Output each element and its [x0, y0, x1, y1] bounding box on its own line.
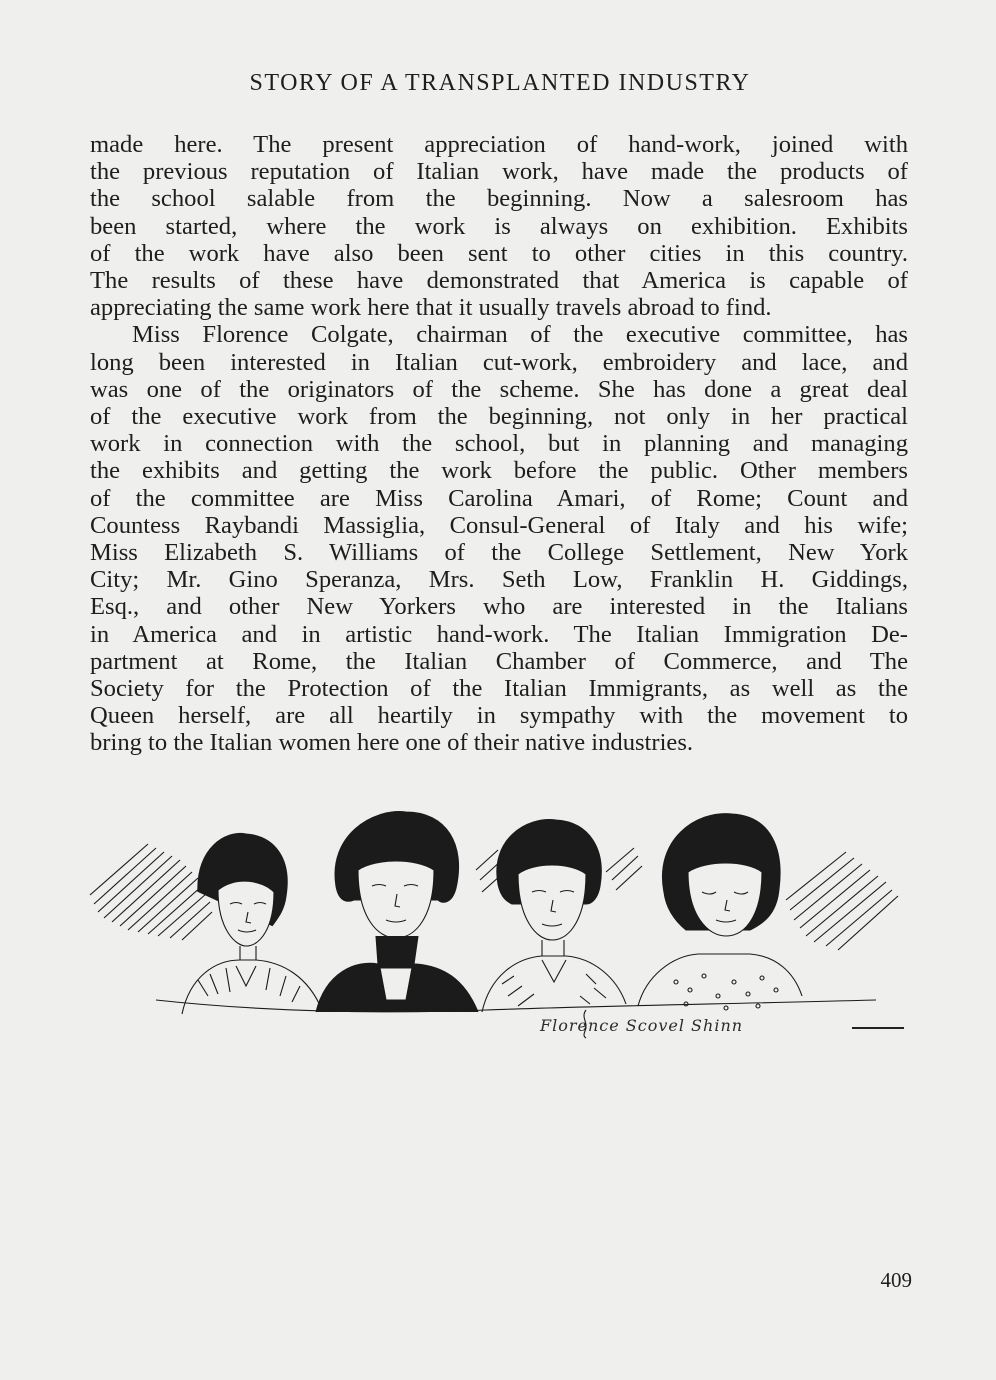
text-line: appreciating the same work here that it usually travels abroad to find. — [90, 294, 772, 322]
text-line: partment at Rome, the Italian Chamber of Commerce, and The — [90, 647, 908, 675]
hatching-right — [786, 852, 898, 950]
text-line: work in connection with the school, but in planning and managing — [90, 430, 908, 458]
text-line: in America and in artistic hand-work. The Italian Immigration De- — [90, 620, 908, 648]
paragraph-1 — [90, 131, 908, 321]
ground-line — [156, 1000, 876, 1012]
text-line: long been interested in Italian cut-work, embroidery and lace, and — [90, 348, 908, 376]
text-line: of the work have also been sent to other cities in this country. — [90, 239, 908, 267]
text-line: made here. The present appreciation of hand-work, joined with — [90, 131, 908, 158]
text-line: the previous reputation of Italian work, have made the products of — [90, 158, 908, 186]
text-line: the exhibits and getting the work before the public. Other members — [90, 457, 908, 485]
woman-2-figure — [316, 812, 478, 1012]
text-line: bring to the Italian women here one of their native industries. — [90, 729, 694, 757]
text-line: Countess Raybandi Massiglia, Consul-General of Italy and his wife; — [90, 511, 908, 539]
woman-3-figure — [482, 820, 626, 1038]
signature-rule — [852, 1027, 904, 1029]
text-line: the school salable from the beginning. Now a salesroom has — [90, 185, 908, 213]
text-line: of the committee are Miss Carolina Amari, of Rome; Count and — [90, 484, 908, 512]
text-line: The results of these have demonstrated that America is capable of — [90, 267, 908, 295]
text-line: City; Mr. Gino Speranza, Mrs. Seth Low, Franklin H. Giddings, — [90, 566, 908, 594]
text-line: been started, where the work is always on exhibition. Exhibits — [90, 212, 908, 240]
woman-1-figure — [182, 833, 322, 1014]
text-line: Queen herself, are all heartily in sympathy with the movement to — [90, 702, 908, 730]
text-line: was one of the originators of the scheme. She has done a great deal — [90, 375, 908, 403]
running-head: STORY OF A TRANSPLANTED INDUSTRY — [249, 70, 751, 96]
woman-4-figure — [638, 814, 802, 1010]
text-line: Esq., and other New Yorkers who are interested in the Italians — [90, 593, 908, 621]
text-line: of the executive work from the beginning, not only in her practical — [90, 403, 908, 431]
paragraph-2 — [90, 321, 908, 756]
text-line: Society for the Protection of the Italian Immigrants, as well as the — [90, 675, 908, 703]
text-line: Miss Elizabeth S. Williams of the College Settlement, New York — [90, 539, 908, 567]
text-line: Miss Florence Colgate, chairman of the executive committee, has — [132, 321, 908, 349]
hatching-left — [90, 844, 212, 940]
body-text — [90, 131, 908, 757]
artist-signature: Florence Scovel Shinn — [540, 1016, 744, 1035]
page-number: 409 — [880, 1268, 912, 1292]
